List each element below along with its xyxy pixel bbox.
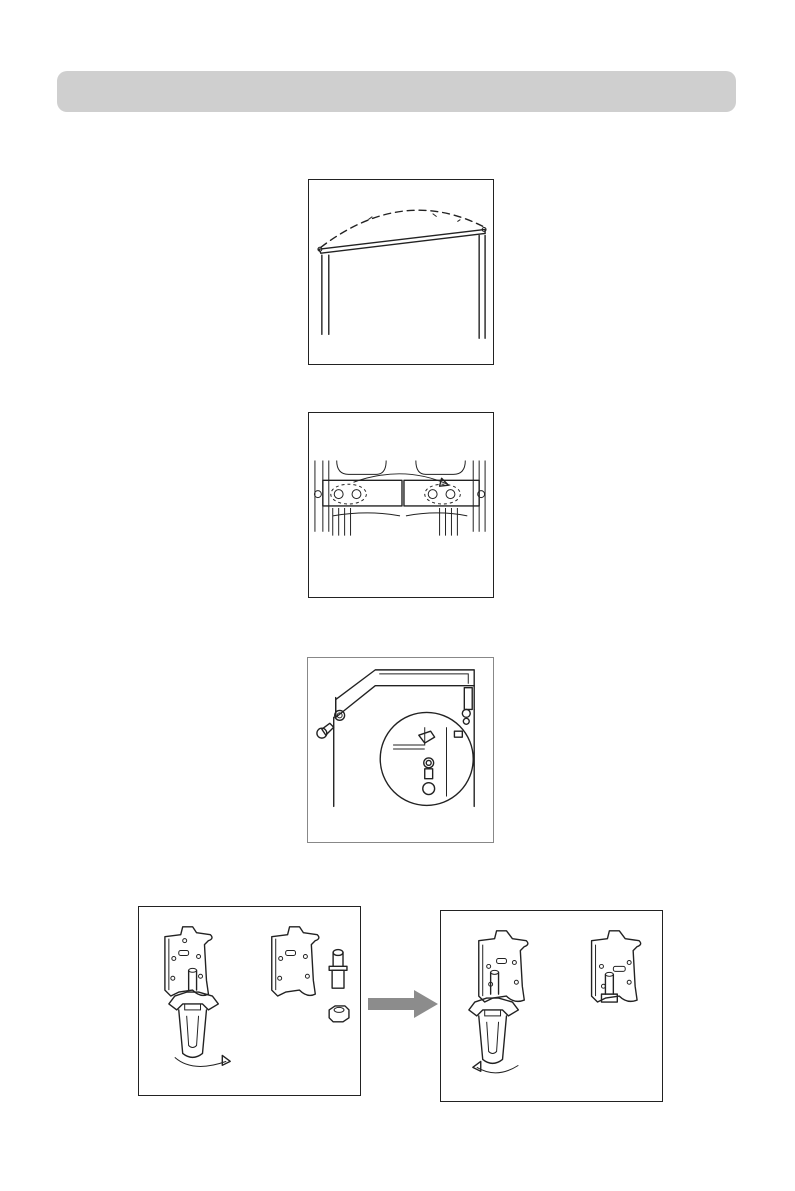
bottom-hinge-wrench-loosen-icon bbox=[139, 907, 360, 1095]
figure-top-hinge-detail bbox=[307, 657, 494, 843]
figure-top-cover-lift bbox=[308, 179, 494, 365]
hinge-cover-swap-icon bbox=[309, 413, 493, 597]
bottom-hinge-wrench-tighten-icon bbox=[441, 911, 662, 1101]
figure-hinge-cover-swap bbox=[308, 412, 494, 598]
top-cover-removal-icon bbox=[309, 180, 493, 364]
top-hinge-magnified-icon bbox=[308, 658, 493, 842]
right-arrow-icon bbox=[368, 990, 438, 1018]
figure-bottom-hinge-after bbox=[440, 910, 663, 1102]
section-header-bar bbox=[57, 71, 736, 112]
figure-bottom-hinge-before bbox=[138, 906, 361, 1096]
